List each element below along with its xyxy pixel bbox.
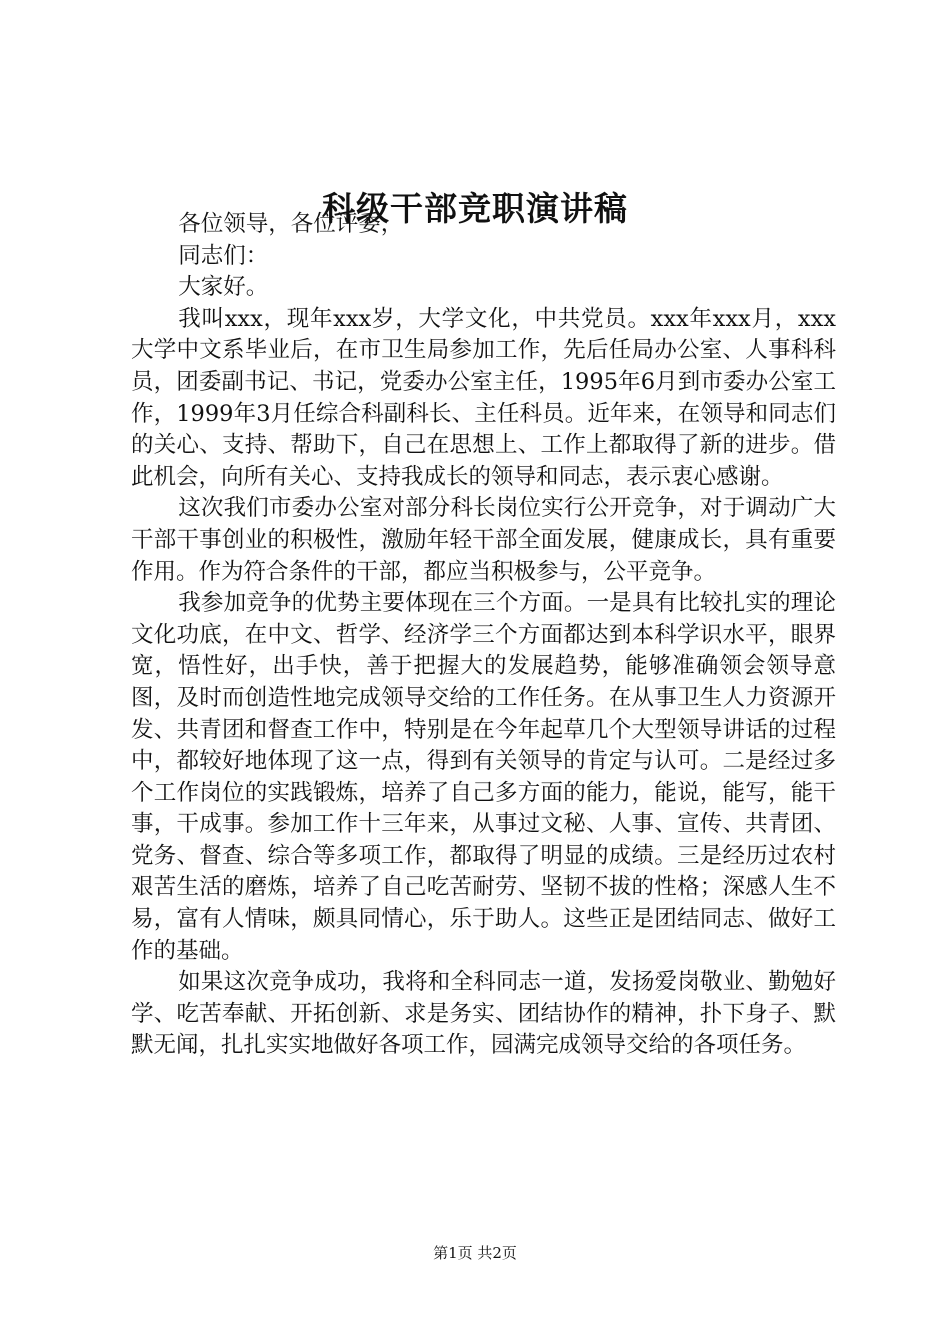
body-paragraph: 我参加竞争的优势主要体现在三个方面。一是具有比较扎实的理论文化功底，在中文、哲学、经济学三个方面都达到本科学识水平，眼界宽，悟性好，出手快，善于把握大的发展趋势，能够准确领会领导意图，及时而创造性地完成领导交给的工作任务。在从事卫生人力资源开发、共青团和督查工作中，特别是在今年起草几个大型领导讲话的过程中，都较好地体现了这一点，得到有关领导的肯定与认可。二是经过多个工作岗位的实践锻炼，培养了自己多方面的能力，能说，能写，能干事，干成事。参加工作十三年来，从事过文秘、人事、宣传、共青团、党务、督查、综合等多项工作，都取得了明显的成绩。三是经历过农村艰苦生活的磨炼，培养了自己吃苦耐劳、坚韧不拔的性格；深感人生不易，富有人情味，颇具同情心，乐于助人。这些正是团结同志、做好工作的基础。 <box>131 590 836 964</box>
body-paragraph: 我叫xxx，现年xxx岁，大学文化，中共党员。xxx年xxx月，xxx大学中文系毕业后，在市卫生局参加工作，先后任局办公室、人事科科员，团委副书记、书记，党委办公室主任，1995年6月到市委办公室工作，1999年3月任综合科副科长、主任科员。近年来，在领导和同志们的关心、支持、帮助下，自己在思想上、工作上都取得了新的进步。借此机会，向所有关心、支持我成长的领导和同志，表示衷心感谢。 <box>131 305 836 490</box>
document-body <box>131 209 836 1062</box>
salutation-line: 同志们： <box>178 242 269 269</box>
page-number-footer: 第1页 共2页 <box>433 1244 517 1262</box>
greeting-line: 大家好。 <box>178 274 269 301</box>
salutation-line: 各位领导，各位评委， <box>178 211 404 237</box>
body-paragraph: 这次我们市委办公室对部分科长岗位实行公开竞争，对于调动广大干部干事创业的积极性，激励年轻干部全面发展，健康成长，具有重要作用。作为符合条件的干部，都应当积极参与，公平竞争。 <box>131 495 836 585</box>
document-title: 科级干部竞职演讲稿 <box>322 189 628 228</box>
body-paragraph: 如果这次竞争成功，我将和全科同志一道，发扬爱岗敬业、勤勉好学、吃苦奉献、开拓创新、求是务实、团结协作的精神，扑下身子、默默无闻，扎扎实实地做好各项工作，园满完成领导交给的各项任务。 <box>131 969 836 1059</box>
